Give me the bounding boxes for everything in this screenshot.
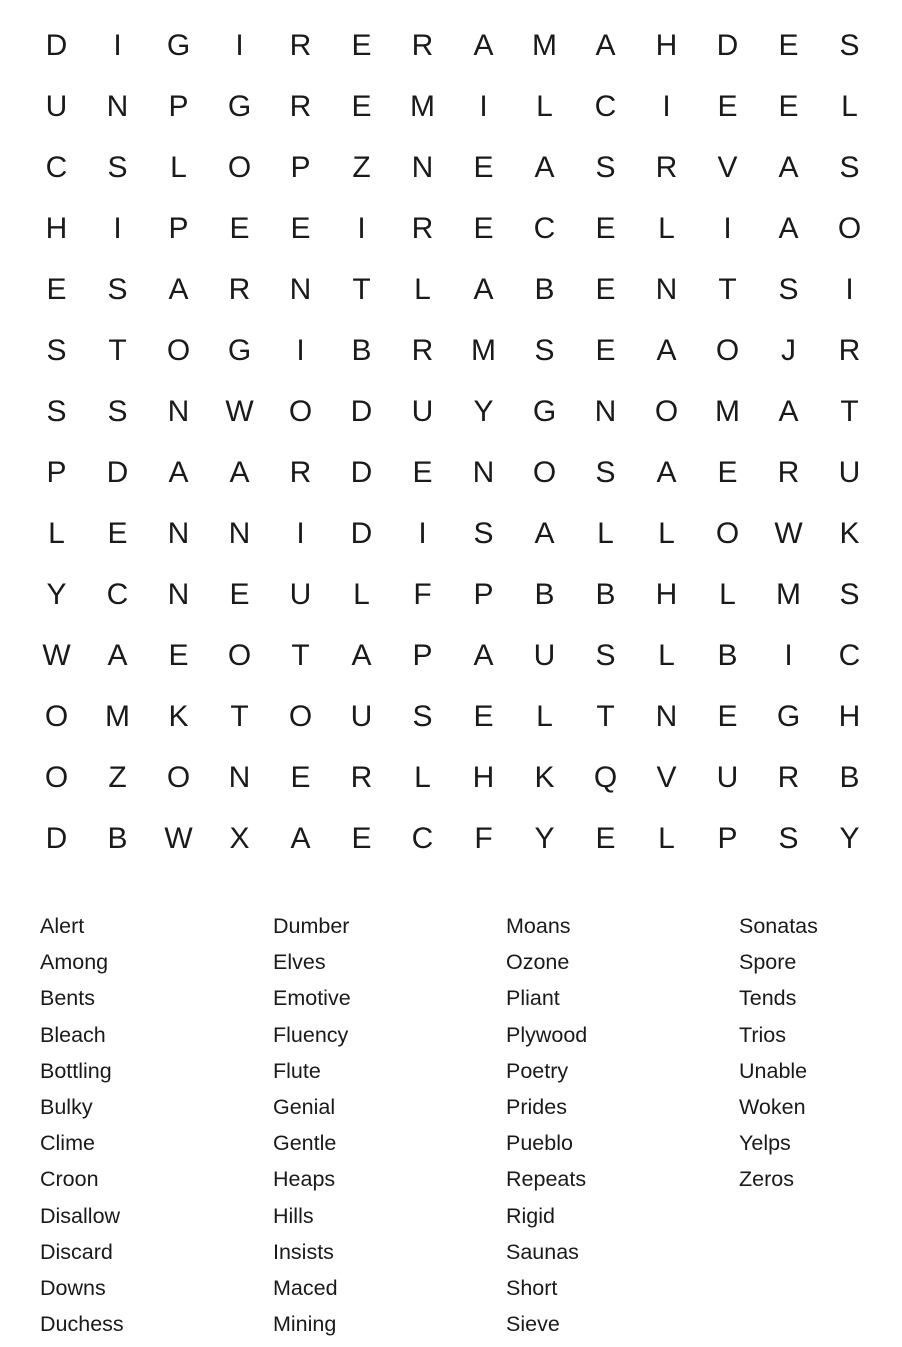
grid-cell[interactable]: E — [290, 760, 311, 794]
grid-cell[interactable]: S — [778, 272, 799, 306]
grid-cell[interactable]: A — [473, 28, 494, 62]
grid-cell[interactable]: A — [595, 28, 616, 62]
grid-cell[interactable]: R — [289, 89, 312, 123]
grid-cell[interactable]: T — [840, 394, 859, 428]
grid-cell[interactable]: N — [472, 455, 495, 489]
grid-cell[interactable]: O — [44, 760, 69, 794]
grid-cell[interactable]: E — [473, 211, 494, 245]
grid-cell[interactable]: E — [473, 699, 494, 733]
grid-cell[interactable]: O — [715, 333, 740, 367]
grid-cell[interactable]: H — [45, 211, 68, 245]
grid-cell[interactable]: I — [662, 89, 671, 123]
grid-cell[interactable]: A — [229, 455, 250, 489]
grid-cell[interactable]: C — [594, 89, 617, 123]
grid-cell[interactable]: I — [113, 28, 122, 62]
grid-cell[interactable]: N — [167, 577, 190, 611]
word-list-item: Prides — [506, 1094, 567, 1119]
grid-cell[interactable]: U — [838, 455, 861, 489]
word-list-item: Saunas — [506, 1239, 579, 1264]
grid-cell[interactable]: E — [351, 28, 372, 62]
word-list-item: Bleach — [40, 1022, 106, 1047]
grid-cell[interactable]: O — [715, 516, 740, 550]
grid-cell[interactable]: S — [412, 699, 433, 733]
grid-cell[interactable]: T — [291, 638, 310, 672]
word-list-item: Rigid — [506, 1203, 555, 1228]
grid-cell[interactable]: C — [411, 821, 434, 855]
grid-cell[interactable]: L — [536, 89, 553, 123]
grid-cell[interactable]: L — [658, 516, 675, 550]
word-list-item: Zeros — [739, 1167, 794, 1192]
grid-cell[interactable]: K — [534, 760, 555, 794]
grid-cell[interactable]: E — [717, 699, 738, 733]
grid-cell[interactable]: R — [411, 28, 434, 62]
grid-cell[interactable]: I — [113, 211, 122, 245]
grid-cell[interactable]: I — [784, 638, 793, 672]
grid-cell[interactable]: D — [350, 394, 373, 428]
grid-cell[interactable]: M — [532, 28, 557, 62]
word-list-item: Poetry — [506, 1058, 569, 1083]
grid-cell[interactable]: E — [46, 272, 67, 306]
grid-cell[interactable]: L — [658, 638, 675, 672]
word-list-item: Short — [506, 1275, 558, 1300]
grid-cell[interactable]: E — [595, 333, 616, 367]
grid-cell[interactable]: E — [717, 455, 738, 489]
grid-cell[interactable]: L — [597, 516, 614, 550]
grid-cell[interactable]: O — [288, 699, 313, 733]
grid-cell[interactable]: N — [655, 272, 678, 306]
word-list-item: Trios — [739, 1022, 786, 1047]
grid-cell[interactable]: E — [229, 577, 250, 611]
grid-cell[interactable]: O — [532, 455, 557, 489]
grid-cell[interactable]: P — [46, 455, 67, 489]
grid-cell[interactable]: T — [108, 333, 127, 367]
grid-cell[interactable]: P — [412, 638, 433, 672]
grid-cell[interactable]: N — [106, 89, 129, 123]
grid-cell[interactable]: C — [533, 211, 556, 245]
grid-cell[interactable]: N — [655, 699, 678, 733]
grid-cell[interactable]: G — [166, 28, 191, 62]
grid-cell[interactable]: X — [229, 821, 250, 855]
grid-cell[interactable]: L — [170, 150, 187, 184]
grid-cell[interactable]: L — [658, 211, 675, 245]
word-list-item: Heaps — [273, 1167, 336, 1192]
grid-cell[interactable]: M — [471, 333, 496, 367]
grid-cell[interactable]: O — [166, 333, 191, 367]
grid-cell[interactable]: N — [167, 516, 190, 550]
grid-cell[interactable]: O — [837, 211, 862, 245]
grid-cell[interactable]: G — [227, 333, 252, 367]
grid-cell[interactable]: S — [839, 28, 860, 62]
word-list-item: Pueblo — [506, 1131, 573, 1156]
grid-cell[interactable]: N — [289, 272, 312, 306]
grid-cell[interactable]: R — [838, 333, 861, 367]
word-list-item: Sonatas — [739, 914, 818, 938]
grid-cell[interactable]: S — [473, 516, 494, 550]
grid-cell[interactable]: E — [473, 150, 494, 184]
grid-cell[interactable]: H — [655, 577, 678, 611]
grid-cell[interactable]: T — [352, 272, 371, 306]
word-list-item: Clime — [40, 1131, 95, 1156]
grid-cell[interactable]: N — [228, 760, 251, 794]
grid-cell[interactable]: E — [107, 516, 128, 550]
grid-cell[interactable]: A — [656, 333, 677, 367]
grid-cell[interactable]: S — [595, 455, 616, 489]
word-list-item: Mining — [273, 1312, 337, 1337]
grid-cell[interactable]: N — [228, 516, 251, 550]
grid-cell[interactable]: Y — [46, 577, 67, 611]
word-list-item: Among — [40, 950, 109, 975]
letter-grid — [26, 15, 880, 869]
grid-cell[interactable]: W — [42, 638, 71, 672]
grid-cell[interactable]: G — [227, 89, 252, 123]
grid-cell[interactable]: W — [774, 516, 803, 550]
grid-cell[interactable]: B — [351, 333, 372, 367]
grid-cell[interactable]: C — [106, 577, 129, 611]
word-column — [739, 908, 902, 1198]
grid-cell[interactable]: P — [717, 821, 738, 855]
grid-cell[interactable]: M — [105, 699, 130, 733]
word-list-item: Fluency — [273, 1022, 349, 1047]
grid-cell[interactable]: T — [596, 699, 615, 733]
grid-cell[interactable]: I — [357, 211, 366, 245]
word-list-item: Yelps — [739, 1131, 791, 1156]
word-list-item: Emotive — [273, 986, 351, 1011]
grid-cell[interactable]: D — [350, 455, 373, 489]
grid-cell[interactable]: H — [655, 28, 678, 62]
grid-cell[interactable]: C — [45, 150, 68, 184]
word-list-item: Bottling — [40, 1058, 112, 1083]
grid-cell[interactable]: S — [839, 577, 860, 611]
word-column — [40, 908, 260, 1342]
grid-cell[interactable]: M — [776, 577, 801, 611]
word-list-item: Repeats — [506, 1167, 587, 1192]
word-list-item: Gentle — [273, 1131, 337, 1156]
grid-cell[interactable]: O — [44, 699, 69, 733]
grid-cell[interactable]: D — [45, 821, 68, 855]
grid-cell[interactable]: O — [288, 394, 313, 428]
grid-cell[interactable]: P — [168, 211, 189, 245]
grid-cell[interactable]: I — [235, 28, 244, 62]
grid-cell[interactable]: P — [473, 577, 494, 611]
grid-cell[interactable]: K — [839, 516, 860, 550]
grid-cell[interactable]: N — [411, 150, 434, 184]
grid-cell[interactable]: S — [534, 333, 555, 367]
grid-cell[interactable]: B — [839, 760, 860, 794]
grid-cell[interactable]: U — [289, 577, 312, 611]
grid-cell[interactable]: R — [228, 272, 251, 306]
word-list-item: Insists — [273, 1239, 334, 1264]
grid-cell[interactable]: D — [106, 455, 129, 489]
grid-cell[interactable]: N — [594, 394, 617, 428]
grid-cell[interactable]: D — [45, 28, 68, 62]
word-column — [506, 908, 726, 1342]
grid-cell[interactable]: C — [838, 638, 861, 672]
grid-cell[interactable]: W — [225, 394, 254, 428]
grid-cell[interactable]: R — [655, 150, 678, 184]
grid-cell[interactable]: L — [414, 760, 431, 794]
word-list-item: Hills — [273, 1203, 314, 1228]
grid-cell[interactable]: V — [656, 760, 677, 794]
grid-cell[interactable]: U — [350, 699, 373, 733]
word-list-item: Dumber — [273, 914, 350, 938]
grid-cell[interactable]: L — [353, 577, 370, 611]
grid-cell[interactable]: Y — [839, 821, 860, 855]
grid-cell[interactable]: I — [845, 272, 854, 306]
word-column — [273, 908, 493, 1342]
grid-cell[interactable]: L — [841, 89, 858, 123]
grid-cell[interactable]: L — [414, 272, 431, 306]
grid-cell[interactable]: E — [351, 89, 372, 123]
word-list-item: Genial — [273, 1094, 336, 1119]
grid-cell[interactable]: A — [778, 394, 799, 428]
grid-cell[interactable]: A — [168, 272, 189, 306]
word-list-item: Plywood — [506, 1022, 588, 1047]
grid-cell[interactable]: Z — [352, 150, 371, 184]
grid-cell[interactable]: A — [778, 150, 799, 184]
grid-cell[interactable]: S — [46, 333, 67, 367]
grid-cell[interactable]: H — [838, 699, 861, 733]
grid-cell[interactable]: U — [45, 89, 68, 123]
grid-cell[interactable]: M — [715, 394, 740, 428]
grid-cell[interactable]: O — [654, 394, 679, 428]
grid-cell[interactable]: E — [595, 211, 616, 245]
word-list-item: Unable — [739, 1058, 808, 1083]
grid-cell[interactable]: Y — [534, 821, 555, 855]
word-list-item: Ozone — [506, 950, 570, 975]
word-list-item: Disallow — [40, 1203, 121, 1228]
grid-cell[interactable]: Y — [473, 394, 494, 428]
grid-cell[interactable]: S — [107, 272, 128, 306]
grid-cell[interactable]: H — [472, 760, 495, 794]
grid-cell[interactable]: A — [351, 638, 372, 672]
grid-cell[interactable]: A — [290, 821, 311, 855]
grid-cell[interactable]: E — [595, 821, 616, 855]
word-list-item: Bulky — [40, 1094, 93, 1119]
grid-cell[interactable]: I — [479, 89, 488, 123]
word-list-item: Discard — [40, 1239, 113, 1264]
word-list-item: Moans — [506, 914, 571, 938]
grid-cell[interactable]: E — [168, 638, 189, 672]
grid-cell[interactable]: S — [46, 394, 67, 428]
grid-cell[interactable]: A — [107, 638, 128, 672]
grid-cell[interactable]: L — [48, 516, 65, 550]
grid-cell[interactable]: R — [289, 455, 312, 489]
grid-cell[interactable]: W — [164, 821, 193, 855]
grid-cell[interactable]: A — [473, 638, 494, 672]
grid-cell[interactable]: B — [534, 577, 555, 611]
grid-cell[interactable]: R — [777, 455, 800, 489]
word-list-item: Maced — [273, 1275, 338, 1300]
grid-cell[interactable]: L — [536, 699, 553, 733]
grid-cell[interactable]: L — [658, 821, 675, 855]
grid-cell[interactable]: B — [534, 272, 555, 306]
grid-cell[interactable]: I — [296, 333, 305, 367]
grid-cell[interactable]: R — [350, 760, 373, 794]
grid-cell[interactable]: P — [290, 150, 311, 184]
grid-cell[interactable]: S — [778, 821, 799, 855]
grid-cell[interactable]: G — [776, 699, 801, 733]
grid-cell[interactable]: S — [595, 638, 616, 672]
grid-cell[interactable]: F — [474, 821, 493, 855]
grid-cell[interactable]: R — [289, 28, 312, 62]
grid-cell[interactable]: T — [718, 272, 737, 306]
grid-cell[interactable]: R — [411, 333, 434, 367]
word-list-item: Pliant — [506, 986, 560, 1011]
grid-cell[interactable]: J — [781, 333, 796, 367]
grid-cell[interactable]: O — [227, 638, 252, 672]
word-list-item: Downs — [40, 1275, 106, 1300]
word-list-item: Duchess — [40, 1312, 124, 1337]
grid-cell[interactable]: I — [723, 211, 732, 245]
word-list-item: Alert — [40, 914, 85, 938]
grid-cell[interactable]: E — [778, 89, 799, 123]
grid-cell[interactable]: E — [229, 211, 250, 245]
grid-cell[interactable]: P — [168, 89, 189, 123]
grid-cell[interactable]: A — [473, 272, 494, 306]
grid-cell[interactable]: I — [418, 516, 427, 550]
word-list-item: Woken — [739, 1094, 806, 1119]
grid-cell[interactable]: E — [595, 272, 616, 306]
word-list-item: Bents — [40, 986, 95, 1011]
grid-cell[interactable]: E — [412, 455, 433, 489]
grid-cell[interactable]: E — [778, 28, 799, 62]
grid-cell[interactable]: E — [290, 211, 311, 245]
grid-cell[interactable]: T — [230, 699, 249, 733]
grid-cell[interactable]: V — [717, 150, 738, 184]
grid-cell[interactable]: U — [533, 638, 556, 672]
grid-cell[interactable]: D — [716, 28, 739, 62]
grid-cell[interactable]: D — [350, 516, 373, 550]
grid-cell[interactable]: R — [777, 760, 800, 794]
grid-cell[interactable]: B — [717, 638, 738, 672]
grid-cell[interactable]: O — [166, 760, 191, 794]
grid-cell[interactable]: G — [532, 394, 557, 428]
grid-cell[interactable]: F — [413, 577, 432, 611]
grid-cell[interactable]: O — [227, 150, 252, 184]
word-list-item: Tends — [739, 986, 797, 1011]
grid-cell[interactable]: I — [296, 516, 305, 550]
grid-cell[interactable]: A — [534, 516, 555, 550]
grid-cell[interactable]: L — [719, 577, 736, 611]
grid-cell[interactable]: Q — [593, 760, 618, 794]
word-list-item: Croon — [40, 1167, 99, 1192]
word-list-item: Spore — [739, 950, 797, 975]
word-list-item: Flute — [273, 1058, 321, 1083]
grid-cell[interactable]: A — [778, 211, 799, 245]
grid-cell[interactable]: B — [107, 821, 128, 855]
grid-cell[interactable]: A — [168, 455, 189, 489]
grid-cell[interactable]: S — [595, 150, 616, 184]
grid-cell[interactable]: S — [107, 394, 128, 428]
word-list-item: Elves — [273, 950, 326, 975]
grid-cell[interactable]: A — [656, 455, 677, 489]
grid-cell[interactable]: R — [411, 211, 434, 245]
grid-cell[interactable]: U — [411, 394, 434, 428]
grid-cell[interactable]: Z — [108, 760, 127, 794]
grid-cell[interactable]: S — [839, 150, 860, 184]
grid-cell[interactable]: M — [410, 89, 435, 123]
grid-cell[interactable]: E — [351, 821, 372, 855]
word-list — [40, 908, 890, 1340]
grid-cell[interactable]: K — [168, 699, 189, 733]
grid-cell[interactable]: A — [534, 150, 555, 184]
grid-cell[interactable]: N — [167, 394, 190, 428]
grid-cell[interactable]: S — [107, 150, 128, 184]
grid-cell[interactable]: E — [717, 89, 738, 123]
word-list-item: Sieve — [506, 1312, 560, 1337]
grid-cell[interactable]: U — [716, 760, 739, 794]
grid-cell[interactable]: B — [595, 577, 616, 611]
